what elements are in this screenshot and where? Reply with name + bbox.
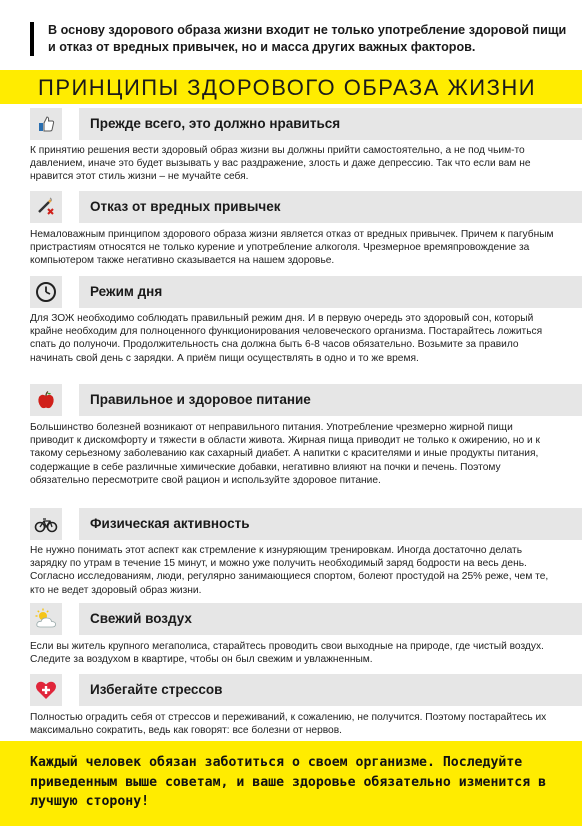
section-text: Немаловажным принципом здорового образа жизни является отказ от вредных привычек. Причем к пагубным пристрастиям относятся не только курение и употребление алкоголя. Чрезмерное времяпровождение за компьютером также негативно сказывается на нашем здоровье.	[30, 229, 554, 267]
thumbs-up-icon	[30, 108, 62, 140]
section-header	[79, 384, 582, 416]
intro-text: В основу здорового образа жизни входит не только употребление здоровой пищи и отказ от вредных привычек, но и масса других важных факторов.	[30, 22, 568, 56]
section-header	[79, 276, 582, 308]
section-fresh-air	[0, 602, 582, 666]
clock-icon	[30, 276, 62, 308]
heart-cross-icon	[30, 674, 62, 706]
section-text: К принятию решения вести здоровый образ жизни вы должны прийти самостоятельно, а не под чьим-то давлением, иначе это будет вызывать у вас раздражение, злость и даже депрессию. Так что если вам не нравится этот стиль жизни – не мучайте себя.	[30, 145, 531, 183]
section-text: Если вы житель крупного мегаполиса, старайтесь проводить свои выходные на природе, где чистый воздух. Следите за воздухом в квартире, чтобы он был свежим и увлажненным.	[30, 641, 544, 666]
section-title: Прежде всего, это должно нравиться	[90, 116, 341, 131]
section-title: Режим дня	[90, 284, 163, 299]
section-text: Большинство болезней возникают от неправильного питания. Употребление чрезмерно жирной пищи приводит к дискомфорту и тяжести в области живота. Жирная пища приводит не только к ожирению, но и к такому серьезному заболеванию как сахарный диабет. А напитки с красителями и иные продукты питания, содержащие в себе различные химические добавки, негативно влияют на почки и печень. Поэтому обязательно пересмотрите свой рацион и используйте здоровое питание.	[30, 422, 541, 486]
apple-icon	[30, 384, 62, 416]
section-header	[79, 191, 582, 223]
section-title: Правильное и здоровое питание	[90, 392, 311, 407]
section-title: Свежий воздух	[90, 611, 192, 626]
title-banner	[0, 70, 582, 104]
sun-cloud-icon	[30, 603, 62, 635]
bicycle-icon	[30, 508, 62, 540]
section-header	[79, 674, 582, 706]
section-text: Для ЗОЖ необходимо соблюдать правильный режим дня. И в первую очередь это здоровый сон, который крайне необходим для полноценного функционирования человеческого организма. Постарайтесь ложиться спать до полуночи. Продолжительность сна должна быть 6-8 часов обязательно. Возьмите за правило начинать свой день с зарядки. А приём пищи осуществлять в одно и то же время.	[30, 313, 543, 364]
section-text: Не нужно понимать этот аспект как стремление к изнуряющим тренировкам. Иногда достаточно делать зарядку по утрам в течение 15 минут, и можно уже получить необходимый заряд бодрости на весь день. Согласно исследованиям, люди, регулярно занимающиеся спортом, болеют простудой на 25% реже, чем те, кто не ведет здоровый образ жизни.	[30, 545, 549, 596]
section-header	[79, 603, 582, 635]
section-nutrition	[0, 383, 582, 486]
section-header	[79, 108, 582, 140]
section-avoid-stress	[0, 673, 582, 737]
section-title: Отказ от вредных привычек	[90, 199, 281, 214]
section-bad-habits	[0, 190, 582, 267]
footer-text: Каждый человек обязан заботиться о своем организме. Последуйте приведенным выше советам, и ваше здоровье обязательно изменится в лучшую сторону!	[30, 755, 547, 809]
section-text: Полностью оградить себя от стрессов и переживаний, к сожалению, не получится. Поэтому постарайтесь их максимально сократить, ведь как говорят: все болезни от нервов.	[30, 712, 547, 737]
section-daily-routine	[0, 275, 582, 364]
footer-banner	[0, 741, 582, 826]
section-header	[79, 508, 582, 540]
no-smoking-icon	[30, 191, 62, 223]
section-physical-activity	[0, 507, 582, 596]
page-title: ПРИНЦИПЫ ЗДОРОВОГО ОБРАЗА ЖИЗНИ	[38, 75, 537, 100]
section-title: Физическая активность	[90, 516, 250, 531]
section-title: Избегайте стрессов	[90, 682, 223, 697]
section-like-it	[0, 107, 582, 183]
